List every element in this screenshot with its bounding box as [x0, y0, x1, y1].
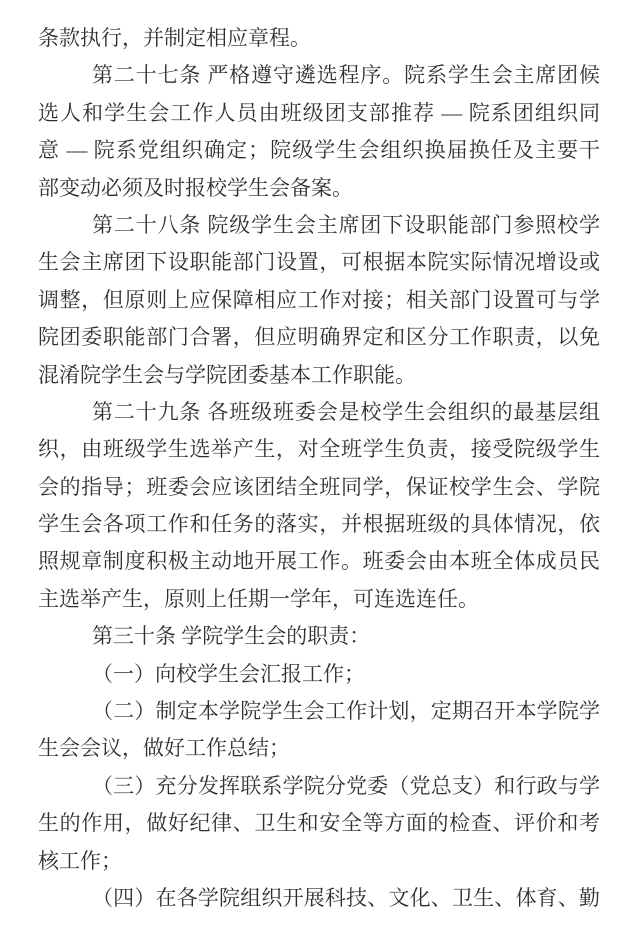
text-line: 生的作用，做好纪律、卫生和安全等方面的检查、评价和考	[38, 811, 600, 836]
text-line: （一）向校学生会汇报工作；	[92, 661, 365, 686]
text-line: （四）在各学院组织开展科技、文化、卫生、体育、勤	[92, 885, 600, 910]
text-line: 生会主席团下设职能部门设置，可根据本院实际情况增设或	[38, 250, 600, 275]
text-line: 调整，但原则上应保障相应工作对接；相关部门设置可与学	[38, 287, 600, 312]
text-line: 核工作；	[38, 848, 122, 873]
text-line: 院团委职能部门合署，但应明确界定和区分工作职责，以免	[38, 325, 600, 350]
text-line: 第三十条 学院学生会的职责：	[92, 624, 371, 649]
text-line: 意 — 院系党组织确定；院级学生会组织换届换任及主要干	[38, 138, 600, 163]
text-line: 混淆院学生会与学院团委基本工作职能。	[38, 362, 416, 387]
text-line: 主选举产生，原则上任期一学年，可连选连任。	[38, 586, 479, 611]
text-line: 条款执行，并制定相应章程。	[38, 26, 311, 50]
text-line: 照规章制度积极主动地开展工作。班委会由本班全体成员民	[38, 549, 600, 574]
text-line: 第二十八条 院级学生会主席团下设职能部门参照校学	[92, 212, 600, 237]
text-line: 第二十七条 严格遵守遴选程序。院系学生会主席团候	[92, 63, 600, 88]
text-line: （三）充分发挥联系学院分党委（党总支）和行政与学	[92, 773, 600, 798]
text-line: 选人和学生会工作人员由班级团支部推荐 — 院系团组织同	[38, 100, 600, 125]
text-line: 生会会议，做好工作总结；	[38, 736, 290, 761]
text-line: （二）制定本学院学生会工作计划，定期召开本学院学	[92, 699, 600, 724]
text-line: 第二十九条 各班级班委会是校学生会组织的最基层组	[92, 399, 600, 424]
text-line: 织，由班级学生选举产生，对全班学生负责，接受院级学生	[38, 437, 600, 462]
text-line: 部变动必须及时报校学生会备案。	[38, 175, 353, 200]
text-line: 会的指导；班委会应该团结全班同学，保证校学生会、学院	[38, 474, 600, 499]
text-line: 学生会各项工作和任务的落实，并根据班级的具体情况，依	[38, 512, 600, 537]
